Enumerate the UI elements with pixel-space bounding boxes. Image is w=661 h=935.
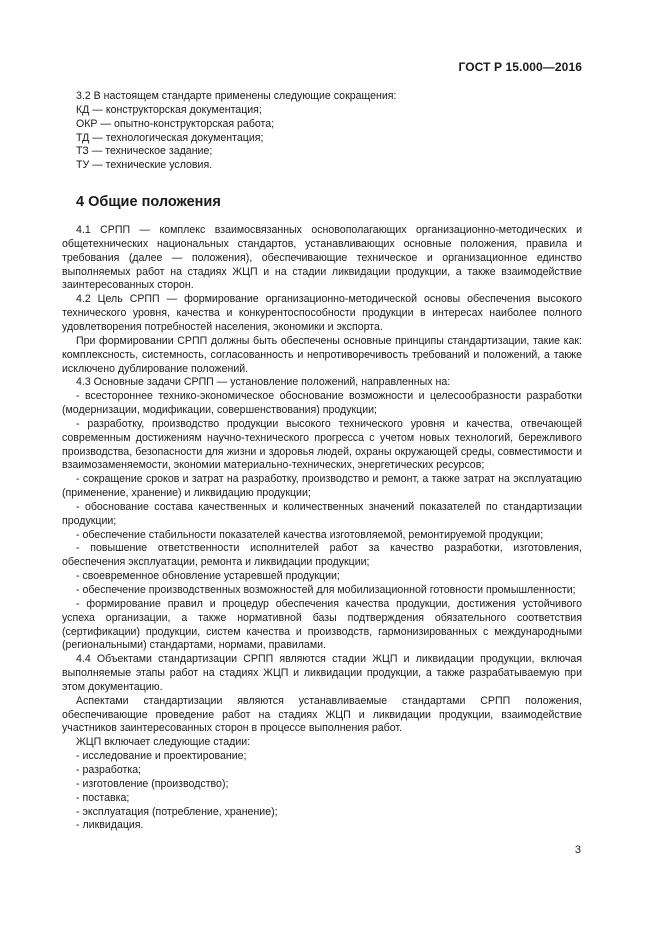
- stage-item-5: - эксплуатация (потребление, хранение);: [76, 805, 278, 818]
- stage-item-6: - ликвидация.: [76, 819, 144, 832]
- paragraph-4-3: 4.3 Основные задачи СРПП — установление положений, направленных на:: [76, 376, 451, 389]
- task-item-8: - обеспечение производственных возможностей для мобилизационной готовности промышленности;: [76, 584, 576, 596]
- task-item-6: - повышение ответственности исполнителей работ за качество разработки, изготовления, обеспечения эксплуатации, ремонта и ликвидации продукции;: [62, 542, 582, 569]
- document-header: ГОСТ Р 15.000—2016: [458, 60, 582, 74]
- section-4-title: 4 Общие положения: [76, 194, 221, 211]
- task-item-4: - обоснование состава качественных и количественных значений показателей по стандартизации продукции;: [62, 500, 582, 527]
- stage-item-3: - изготовление (производство);: [76, 777, 229, 790]
- abbreviation-tu: ТУ — технические условия.: [76, 159, 213, 172]
- paragraph-4-4: 4.4 Объектами стандартизации СРПП являются стадии ЖЦП и ликвидации продукции, включая выполняемые этапы работ на стадиях ЖЦП и ликвидации продукции, а также разрабатываемую при этом документацию.: [62, 653, 582, 693]
- task-item-9: - формирование правил и процедур обеспечения качества продукции, достижения устойчивого успеха организации, а также нормативной базы подтверждения обязательного соответствия (сертификации) продукции, систем качества и производств, гармонизированных с международными (региональными) стандартами, нормами, правилами.: [62, 597, 582, 652]
- abbreviation-tz: ТЗ — техническое задание;: [76, 145, 213, 158]
- task-item-3: - сокращение сроков и затрат на разработку, производство и ремонт, а также затрат на эксплуатацию (применение, хранение) и ликвидацию продукции;: [62, 473, 582, 500]
- task-item-2: - разработку, производство продукции высокого технического уровня и качества, отвечающей современным достижениям научно-технического прогресса с учетом новых технологий, бережливого производства, безопасности для жизни и здоровья людей, охраны окружающей среды, совместимости и взаимозаменяемости, экономии материально-технических, энергетических ресурсов;: [62, 417, 582, 472]
- task-item-5: - обеспечение стабильности показателей качества изготовляемой, ремонтируемой продукции;: [76, 528, 544, 541]
- paragraph-stages-intro: ЖЦП включает следующие стадии:: [76, 736, 251, 749]
- stage-item-2: - разработка;: [76, 763, 142, 776]
- abbreviation-kd: КД — конструкторская документация;: [76, 103, 262, 116]
- task-item-1: - всестороннее технико-экономическое обоснование возможности и целесообразности разработки (модернизации, модификации, совершенствования) продукции;: [62, 390, 582, 417]
- stage-item-1: - исследование и проектирование;: [76, 750, 247, 763]
- page-number: 3: [574, 844, 581, 856]
- abbreviation-okr: ОКР — опытно-конструкторская работа;: [76, 117, 275, 130]
- paragraph-principles: При формировании СРПП должны быть обеспечены основные принципы стандартизации, такие как: комплексность, системность, согласованность и непротиворечивость требований и положений, а также исключено дублирование положений.: [62, 334, 582, 375]
- clause-3-2-intro: 3.2 В настоящем стандарте применены следующие сокращения:: [76, 90, 397, 102]
- paragraph-aspects: Аспектами стандартизации являются устанавливаемые стандартами СРПП положения, обеспечивающие проведение работ на стадиях ЖЦП и ликвидации продукции, взаимодействие участников заинтересованных сторон в процессе выполнения работ.: [62, 694, 582, 735]
- paragraph-4-1: 4.1 СРПП — комплекс взаимосвязанных основополагающих организационно-методических и общетехнических национальных стандартов, устанавливающих основные положения, правила и требования (далее — положения), обеспечивающие техническое и организационное единство выполняемых работ на стадиях ЖЦП и на стадии ликвидации продукции, а также взаимодействие заинтересованных сторон.: [62, 224, 582, 292]
- abbreviation-td: ТД — технологическая документация;: [76, 131, 264, 144]
- task-item-7: - своевременное обновление устаревшей продукции;: [76, 570, 340, 583]
- page-body: [62, 90, 582, 833]
- stage-item-4: - поставка;: [76, 791, 130, 804]
- paragraph-4-2: 4.2 Цель СРПП — формирование организационно-методической основы обеспечения высокого технического уровня, качества и конкурентоспособности продукции в интересах наиболее полного удовлетворения потребностей населения, экономики и экспорта.: [62, 293, 582, 333]
